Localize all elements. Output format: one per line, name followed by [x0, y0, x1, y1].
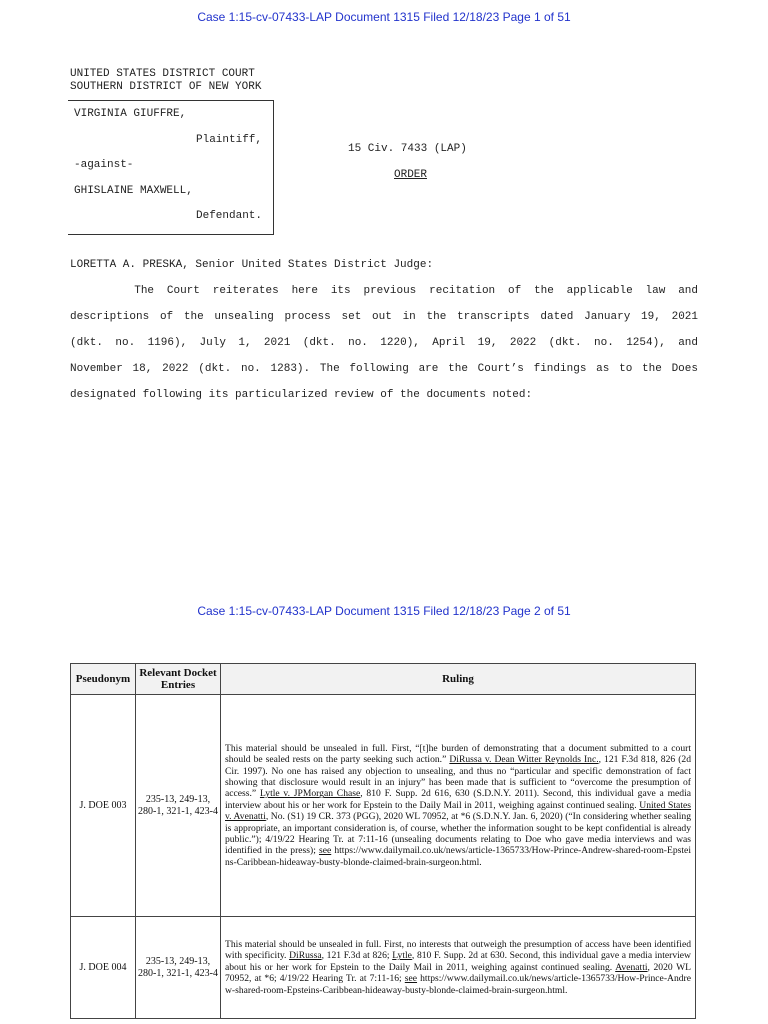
body-line-1: The Court reiterates here its previous recitation of the applicable law and [70, 285, 698, 297]
pseudonym-column-header: Pseudonym [71, 664, 136, 695]
ruling-text-segment: , No. (S1) 19 CR. 373 (PGG), 2020 WL 70952, at *6 (S.D.N.Y. Jan. 6, 2020) (“In considering whether sealing is appropriate, an important consideration is, of course, whether the information sought to be kept confidential is already public.”); 4/19/22 Hearing Tr. at 7:11-16 (unsealing documents relating to Doe who gave media interviews and was identified in the press); [225, 811, 692, 857]
ruling-text-segment: , 2020 WL 70952, at *6; 4/19/22 Hearing Tr. at 7:11-16; [225, 961, 691, 985]
case-citation: DiRussa [289, 950, 322, 962]
defendant-name: GHISLAINE MAXWELL, [74, 185, 193, 197]
pseudonym-cell: J. DOE 003 [71, 695, 136, 917]
court-heading [70, 68, 261, 94]
case-citation: United States v. Avenatti [225, 799, 691, 823]
body-line-3: (dkt. no. 1196), July 1, 2021 (dkt. no. 1220), April 19, 2022 (dkt. no. 1254), and [70, 337, 698, 349]
ruling-column-header: Ruling [221, 664, 696, 695]
case-number: 15 Civ. 7433 (LAP) [348, 143, 467, 155]
body-line-2: descriptions of the unsealing process set out in the transcripts dated January 19, 2021 [70, 311, 698, 323]
ruling-text-segment: , 121 F.3d 818, 826 (2d Cir. 1997). No one has raised any objection to unsealing, and thus no “particular and specific demonstration of fact showing that disclosure would result in an injury” has been made that is sufficient to “overcome the presumption of access.” [225, 754, 691, 800]
table-row [71, 917, 696, 1019]
page-2-ecf-header: Case 1:15-cv-07433-LAP Document 1315 Filed 12/18/23 Page 2 of 51 [197, 604, 571, 618]
court-name-line-1: UNITED STATES DISTRICT COURT [70, 68, 255, 80]
against-label: -against- [74, 159, 134, 171]
ruling-url: https://www.dailymail.co.uk/news/article-1365733/How-Prince-Andrew-shared-room-Epsteins-Caribbean-hideaway-busty-blonde-claimed-brain-surgeon.html. [225, 845, 691, 868]
case-citation: DiRussa v. Dean Witter Reynolds Inc. [449, 754, 599, 766]
plaintiff-role: Plaintiff, [196, 134, 263, 146]
ruling-text-segment: This material should be unsealed in full. First, no interests that outweigh the presumption of access have been identified with specificity. [225, 938, 691, 962]
signal-see: see [404, 973, 418, 985]
page-1-ecf-header: Case 1:15-cv-07433-LAP Document 1315 Filed 12/18/23 Page 1 of 51 [197, 10, 571, 24]
court-name-line-2: SOUTHERN DISTRICT OF NEW YORK [70, 81, 262, 93]
signal-see: see [318, 845, 332, 857]
judge-line: LORETTA A. PRESKA, Senior United States District Judge: [70, 259, 434, 271]
ruling-cell [221, 917, 696, 1019]
case-citation: Lytle [392, 950, 412, 962]
document-title-order: ORDER [394, 169, 428, 181]
ruling-url: https://www.dailymail.co.uk/news/article-1365733/How-Prince-Andrew-shared-room-Epsteins-Caribbean-hideaway-busty-blonde-claimed-brain-surgeon.html. [225, 973, 691, 996]
docket-cell: 235-13, 249-13, 280-1, 321-1, 423-4 [136, 917, 221, 1019]
docket-cell: 235-13, 249-13, 280-1, 321-1, 423-4 [136, 695, 221, 917]
docket-column-header: Relevant Docket Entries [136, 664, 221, 695]
body-paragraph [70, 285, 698, 415]
case-citation: Lytle v. JPMorgan Chase [259, 788, 361, 800]
case-citation: Avenatti [615, 961, 648, 973]
body-line-5: designated following its particularized review of the documents noted: [70, 389, 533, 401]
table-row [71, 695, 696, 917]
plaintiff-name: VIRGINIA GIUFFRE, [74, 108, 187, 120]
table-header-row [71, 664, 696, 695]
ruling-cell [221, 695, 696, 917]
ruling-text-segment: , 810 F. Supp. 2d 616, 630 (S.D.N.Y. 2011). Second, this individual gave a media interview about his or her work for Epstein to the Daily Mail in 2011, weighing against continued sealing. [225, 788, 692, 811]
pseudonym-cell: J. DOE 004 [71, 917, 136, 1019]
defendant-role: Defendant. [196, 210, 263, 222]
body-line-4: November 18, 2022 (dkt. no. 1283). The following are the Court’s findings as to the Does [70, 363, 698, 375]
rulings-table [70, 663, 696, 1019]
ruling-text-segment: , 121 F.3d at 826; [321, 950, 393, 962]
ruling-text-segment: This material should be unsealed in full. First, “[t]he burden of demonstrating that a document submitted to a court should be sealed rests on the party seeking such action.” [225, 742, 691, 766]
ruling-text-segment: , 810 F. Supp. 2d at 630. Second, this individual gave a media interview about his or her work for Epstein to the Daily Mail in 2011, weighing against continued sealing. [225, 950, 691, 973]
